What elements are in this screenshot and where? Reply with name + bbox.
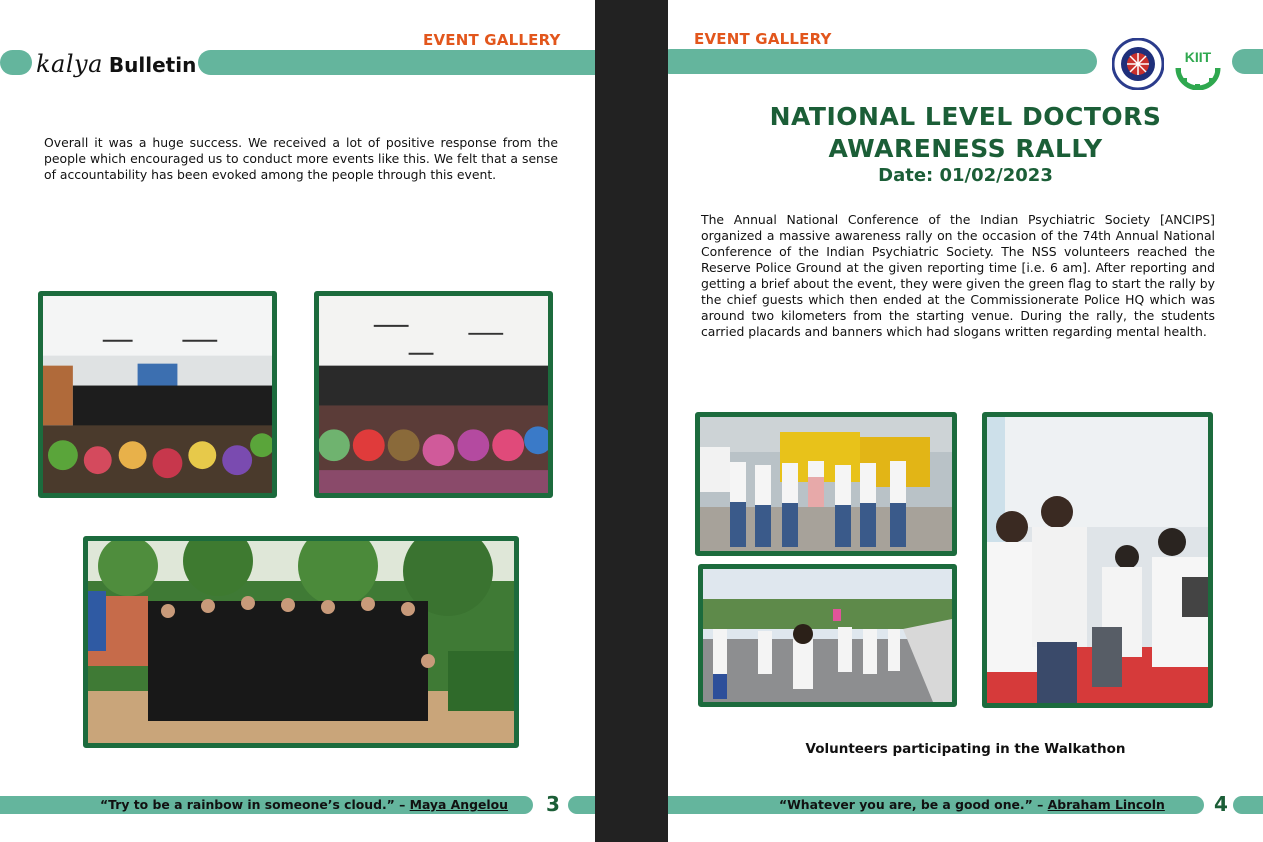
group-photo-hall-stage (38, 291, 277, 498)
header-bar-right-stub (1232, 49, 1263, 74)
title-line-2: AWARENESS RALLY (828, 134, 1103, 163)
volunteers-walking-road (698, 564, 957, 707)
footer-bar-left-stub (568, 796, 595, 814)
header-bar-left-main (198, 50, 595, 75)
kiit-logo-icon (1172, 38, 1224, 90)
volunteers-near-buses (695, 412, 957, 556)
svg-text:KIIT: KIIT (1184, 49, 1212, 65)
event-date: Date: 01/02/2023 (878, 165, 1053, 186)
masthead (36, 50, 196, 78)
nss-emblem-icon (1112, 38, 1164, 90)
section-label: EVENT GALLERY (694, 30, 832, 48)
institution-logos (1112, 38, 1224, 90)
header-bar-right-main (668, 49, 1097, 74)
footer-bar-right-stub (1233, 796, 1263, 814)
article-title (668, 101, 1263, 187)
group-photo-hall-audience (314, 291, 553, 498)
footer-quote-left (100, 797, 508, 812)
photo-caption: Volunteers participating in the Walkathon (805, 741, 1126, 757)
summary-paragraph: Overall it was a huge success. We received a lot of positive response from the people which encouraged us to conduct more events like this. We felt that a sense of accountability has been evoked among the people through this event. (44, 135, 558, 182)
left-page (0, 0, 595, 842)
masthead-word: Bulletin (108, 53, 197, 77)
quote-text: “Whatever you are, be a good one.” – (779, 797, 1048, 812)
page-number: 3 (546, 792, 560, 816)
quote-text: “Try to be a rainbow in someone’s cloud.” – (100, 797, 410, 812)
title-line-1: NATIONAL LEVEL DOCTORS (769, 102, 1162, 131)
header-bar-left-stub (0, 50, 32, 75)
quote-author: Maya Angelou (409, 797, 508, 812)
quote-author: Abraham Lincoln (1047, 797, 1165, 812)
book-spine (595, 0, 668, 842)
right-page (668, 0, 1263, 842)
masthead-script: kalya (36, 50, 103, 78)
volunteers-flag-off (982, 412, 1213, 708)
group-photo-outdoor-team (83, 536, 519, 748)
page-number: 4 (1214, 792, 1228, 816)
event-paragraph: The Annual National Conference of the Indian Psychiatric Society [ANCIPS] organized a massive awareness rally on the occasion of the 74th Annual National Conference of the Indian Psychiatric Society. The NSS volunteers reached the Reserve Police Ground at the given reporting time [i.e. 6 am]. After reporting and getting a brief about the event, they were given the green flag to start the rally by the chief guests which then ended at the Commissionerate Police HQ which was around two kilometers from the starting venue. During the rally, the students carried placards and banners which had slogans written regarding mental health. (701, 212, 1215, 339)
section-label: EVENT GALLERY (423, 31, 561, 49)
footer-quote-right (779, 797, 1165, 812)
